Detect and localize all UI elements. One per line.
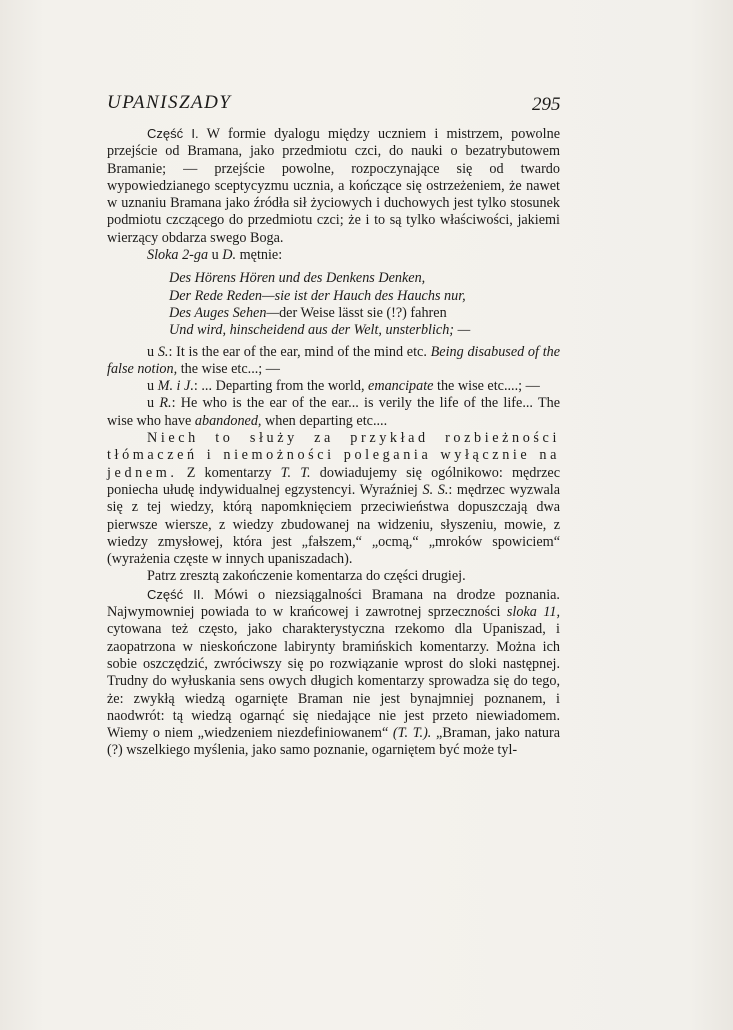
page-number: 295 [532,94,561,115]
paragraph-translation-mj [107,378,560,395]
paragraph-translation-s [107,344,560,379]
translation-s-prefix: u [147,343,155,360]
part-1-label: Część I. [147,126,199,141]
sloka-u: u [211,247,219,264]
sloka-intro-rest: mętnie: [239,247,283,264]
verse-line-3-italic: Des Auges Sehen— [169,304,280,321]
translation-r-text: : He who is the ear of the ear... is verily the life of the life... The wise who have [107,395,561,429]
commentary-b: dowiadujemy się ogólnikowo: mędrzec poniecha ułudę indywidualnej egzystencyi. Wyraźniej [107,464,561,498]
part-2-sloka: sloka 11, [506,604,560,621]
paragraph-part-1 [107,125,560,247]
part-2-label: Część II. [147,586,205,602]
translation-mj-prefix: u [147,378,155,395]
paragraph-translation-r [107,395,560,430]
commentary-ss: S. S. [422,481,449,498]
translation-mj-tail: the wise etc....; — [437,378,540,395]
translation-s-emphasis: Being disabused of the false notion, [107,343,561,377]
translation-mj-emphasis: emancipate [368,378,434,395]
verse-line-4: Und wird, hinscheidend aus der Welt, unsterblich; — [169,322,471,339]
verse-line-3 [169,305,560,322]
translation-s-source: S. [157,343,169,360]
translation-r-source: R. [159,395,172,412]
commentary-c: : mędrzec wyzwala się z tej wiedzy, którą napomknięciem przeciwieństwa dopuszczają dwa pierwsze wiersze, z wiedzy zbudowanej na widzeniu, słyszeniu, mowie, z wiedzy zmysłowej, która jest „fałszem,“ „ocmą,“ „mroków spowiciem“ (wyrażenia częste w innych upaniszadach). [107,481,561,568]
translation-s-tail: the wise etc...; — [180,360,280,377]
translation-s-text: : It is the ear of the ear, mind of the mind etc. [168,343,427,360]
part-2-c: „Braman, jako natura (?) wszelkiego myślenia, jako samo poznanie, ogarniętem być może tyl- [107,725,560,759]
paragraph-part-2 [107,586,560,760]
running-head: UPANISZADY [107,92,232,113]
verse-line-1: Des Hörens Hören und des Denkens Denken, [169,270,426,287]
german-verse [169,270,560,339]
part-1-text: W formie dyalogu między uczniem i mistrzem, powolne przejście od Bramana, jako przedmiotu czci, do nauki o bezatrybutowem Bramanie; — przejście powolne, rozpoczynające się od twardo wypowiedzianego sceptycyzmu ucznia, a kończące się ostrzeżeniem, że nawet w uznaniu Bramana jako źródła sił życiowych i duchowych jest tylko stosunek podmiotu czczącego do przedmiotu czci; że i to są tylko właściwości, jakiemi wierzący obdarza swego Boga. [107,126,560,246]
source-d: D. [222,247,237,264]
part-2-a: Mówi o niezsiągalności Bramana na drodze poznania. Najwymowniej powiada to w krańcowej i zawrotnej sprzeczności [107,586,560,621]
translation-mj-source: M. i J. [157,378,194,395]
translation-r-prefix: u [147,395,155,412]
body-text [107,125,560,760]
translation-r-emphasis: abandoned, [194,412,262,429]
part-2-b: cytowana też często, jako charakterystyczna rzekomo dla Upaniszad, i zaopatrzona w nieskończone labirynty bramińskich komentarzy. Można ich sobie oszczędzić, zwróciwszy się po rozwiązanie wprost do sloki następnej. Trudny do wyłuskania sens owych długich komentarzy sprowadza się do tego, że: zwykłą wiedzą ogarnięte Braman nie jest bynajmniej poznanem, i naodwrót: tą wiedzą ogarnąć się niedające nie jest przeto niewiadomem. Wiemy o niem „wiedzeniem niezdefiniowanem“ [107,621,560,742]
commentary-a: Z komentarzy [186,464,272,481]
sloka-ref: Sloka 2-ga [147,247,209,264]
paragraph-patrz [107,568,560,585]
part-2-tt: (T. T.). [392,725,432,742]
verse-line-3-upright: der Weise lässt sie (!?) fahren [279,304,447,321]
translation-mj-text: : ... Departing from the world, [193,378,365,395]
paragraph-sloka-intro [107,247,560,264]
paragraph-commentary [107,430,560,568]
patrz-text: Patrz zresztą zakończenie komentarza do części drugiej. [147,568,466,585]
commentary-spaced: Niech to służy za przykład rozbieżności tłómaczeń i niemożności polegania wyłącznie na jednem. [107,430,560,481]
translation-r-tail: when departing etc.... [265,412,388,429]
commentary-tt: T. T. [280,464,311,481]
verse-line-2: Der Rede Reden—sie ist der Hauch des Hauchs nur, [169,287,466,304]
